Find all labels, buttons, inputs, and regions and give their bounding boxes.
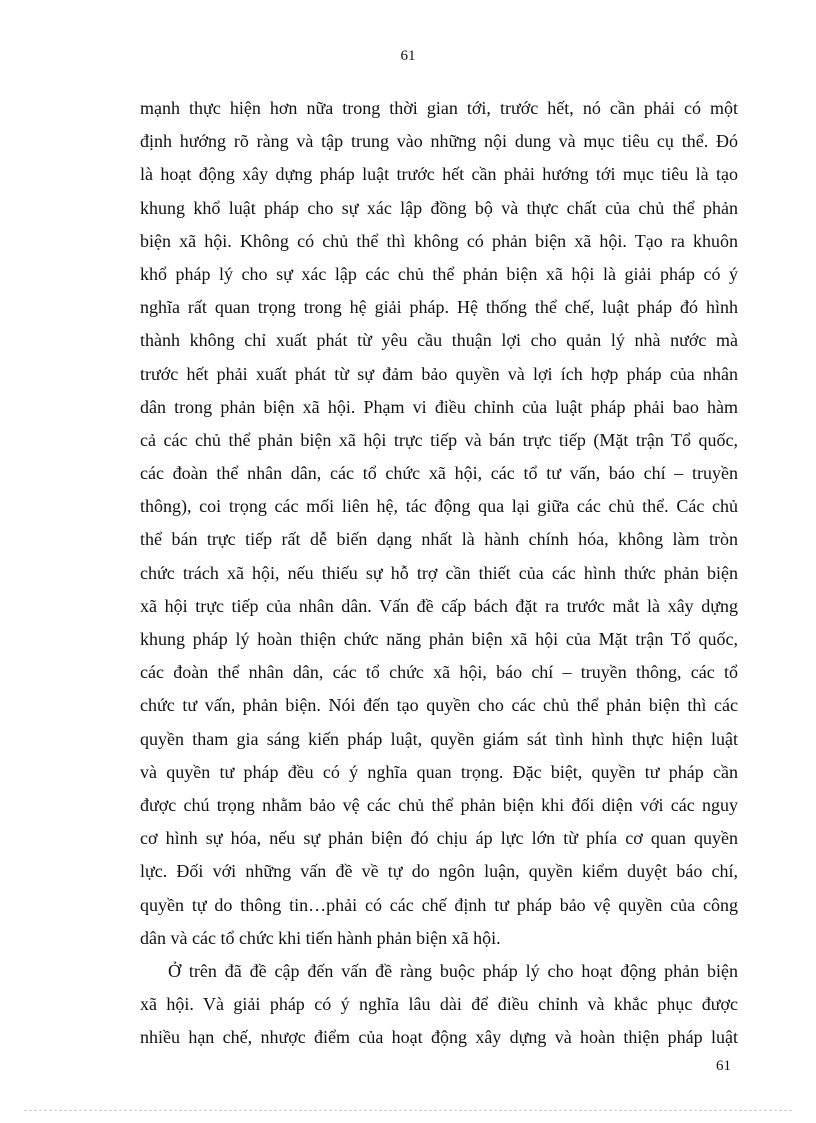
text-line: Ở trên đã đề cập đến vấn đề ràng buộc pháp lý cho hoạt động phản biện (168, 960, 738, 981)
text-line: xã hội trực tiếp của nhân dân. Vấn đề cấp bách đặt ra trước mắt là xây dựng (140, 595, 738, 616)
text-line: thông), coi trọng các mối liên hệ, tác động qua lại giữa các chủ thể. Các chủ (140, 496, 738, 517)
text-line: khổ pháp lý cho sự xác lập các chủ thể phản biện xã hội là giải pháp có ý (140, 263, 738, 284)
text-line: thành không chỉ xuất phát từ yêu cầu thuận lợi cho quản lý nhà nước mà (140, 330, 738, 351)
text-line: lực. Đối với những vấn đề về tự do ngôn luận, quyền kiểm duyệt báo chí, (140, 861, 738, 882)
text-line: chức trách xã hội, nếu thiếu sự hỗ trợ cần thiết của các hình thức phản biện (140, 562, 738, 583)
text-line: biện xã hội. Không có chủ thể thì không có phản biện xã hội. Tạo ra khuôn (140, 230, 738, 251)
text-line: định hướng rõ ràng và tập trung vào những nội dung và mục tiêu cụ thể. Đó (140, 131, 738, 152)
text-line: dân trong phản biện xã hội. Phạm vi điều chỉnh của luật pháp phải bao hàm (140, 396, 738, 417)
paragraph (140, 955, 738, 1055)
text-line: mạnh thực hiện hơn nữa trong thời gian tới, trước hết, nó cần phải có một (140, 98, 738, 118)
text-line: quyền tham gia sáng kiến pháp luật, quyền giám sát tình hình thực hiện luật (140, 728, 738, 749)
text-line: các đoàn thể nhân dân, các tổ chức xã hội, báo chí – truyền thông, các tổ (140, 662, 738, 683)
text-line: dân và các tổ chức khi tiến hành phản biện xã hội. (140, 927, 501, 948)
text-line: cơ hình sự hóa, nếu sự phản biện đó chịu áp lực lớn từ phía cơ quan quyền (140, 828, 738, 849)
page-number-bottom: 61 (716, 1058, 731, 1074)
text-line: là hoạt động xây dựng pháp luật trước hết cần phải hướng tới mục tiêu là tạo (140, 164, 738, 185)
text-line: và quyền tư pháp đều có ý nghĩa quan trọng. Đặc biệt, quyền tư pháp cần (140, 761, 738, 782)
text-line: nhiều hạn chế, nhược điểm của hoạt động xây dựng và hoàn thiện pháp luật (140, 1027, 738, 1048)
text-line: quyền tự do thông tin…phải có các chế định tư pháp bảo vệ quyền của công (140, 894, 738, 915)
text-line: khung pháp lý hoàn thiện chức năng phản biện xã hội của Mặt trận Tổ quốc, (140, 629, 738, 649)
text-line: nghĩa rất quan trọng trong hệ giải pháp. Hệ thống thể chế, luật pháp đó hình (140, 297, 738, 318)
paragraph (140, 92, 738, 955)
text-line: thể bán trực tiếp rất dễ biến dạng nhất là hành chính hóa, không làm tròn (140, 529, 738, 550)
text-line: xã hội. Và giải pháp có ý nghĩa lâu dài để điều chỉnh và khắc phục được (140, 994, 738, 1015)
text-line: cả các chủ thể phản biện xã hội trực tiếp và bán trực tiếp (Mặt trận Tổ quốc, (140, 429, 738, 450)
text-line: các đoàn thể nhân dân, các tổ chức xã hội, các tổ tư vấn, báo chí – truyền (140, 463, 738, 484)
page-number-top: 61 (400, 48, 416, 64)
text-line: khung khổ luật pháp cho sự xác lập đồng bộ và thực chất của chủ thể phản (140, 197, 738, 218)
page-bottom-divider (24, 1110, 792, 1111)
text-line: trước hết phải xuất phát từ sự đảm bảo quyền và lợi ích hợp pháp của nhân (140, 363, 738, 384)
text-line: được chú trọng nhằm bảo vệ các chủ thể phản biện khi đối diện với các nguy (140, 794, 738, 815)
text-line: chức tư vấn, phản biện. Nói đến tạo quyền cho các chủ thể phản biện thì các (140, 695, 738, 716)
body-text (140, 92, 738, 1054)
